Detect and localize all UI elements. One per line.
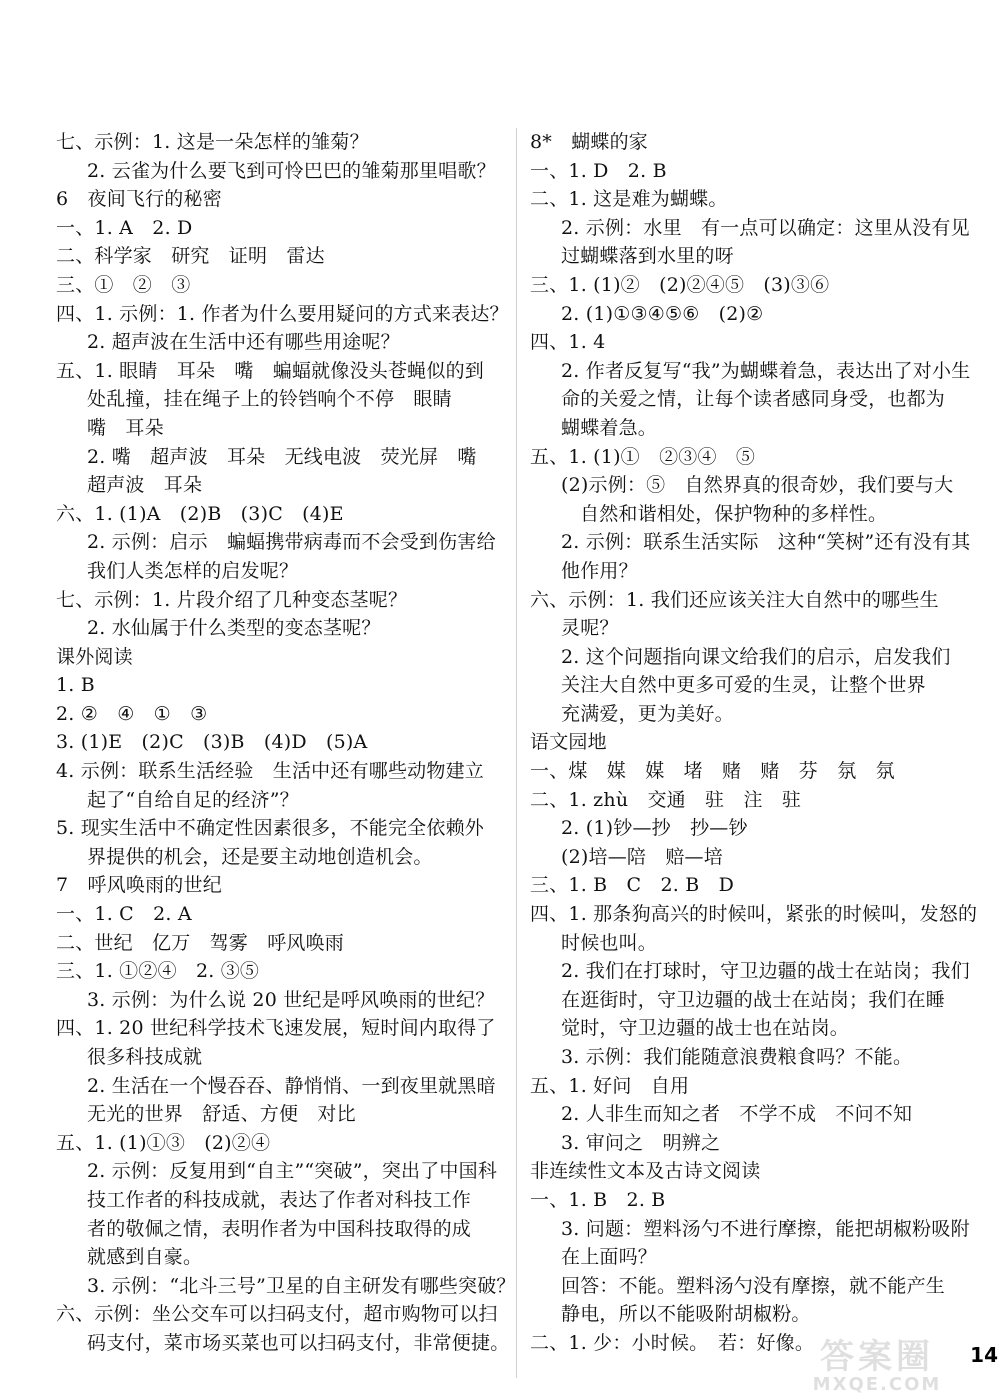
answer-line: 2. 嘴 超声波 耳朵 无线电波 荧光屏 嘴 (87, 445, 477, 468)
site-watermark (772, 1338, 982, 1396)
answer-line: 2. 示例：水里 有一点可以确定：这里从没有见 (561, 216, 970, 239)
answer-line: 2. 这个问题指向课文给我们的启示，启发我们 (561, 645, 951, 668)
answer-line: 六、示例：1. 我们还应该关注大自然中的哪些生 (530, 588, 939, 611)
answer-line: 2. 示例：反复用到“自主”“突破”，突出了中国科 (87, 1160, 498, 1183)
answer-line: 8* 蝴蝶的家 (530, 131, 648, 153)
column-divider (516, 128, 517, 1378)
answer-line: 2. 云雀为什么要飞到可怜巴巴的雏菊那里唱歌？ (87, 159, 496, 182)
answer-line: 时候也叫。 (561, 931, 658, 954)
answer-line: 四、1. 20 世纪科学技术飞速发展，短时间内取得了 (56, 1017, 496, 1040)
answer-line: 2. 作者反复写“我”为蝴蝶着急，表达出了对小生 (561, 359, 971, 382)
answer-line: 2. 示例：启示 蝙蝠携带病毒而不会受到伤害给 (87, 531, 496, 554)
answer-line: 2. 我们在打球时，守卫边疆的战士在站岗；我们 (561, 960, 970, 983)
answer-line: 2. 示例：联系生活实际 这种“笑树”还有没有其 (561, 531, 971, 554)
answer-line: 四、1. 示例：1. 作者为什么要用疑问的方式来表达？ (56, 302, 509, 325)
answer-line: 一、1. A 2. D (56, 216, 193, 239)
answer-line: 五、1. (1)① ②③④ ⑤ (530, 445, 756, 468)
answer-line: 一、1. D 2. B (530, 159, 667, 182)
watermark-logo-text: 答案圈 (820, 1337, 934, 1377)
answer-line: 2. 超声波在生活中还有哪些用途呢？ (87, 331, 400, 354)
answer-line: 3. 示例：我们能随意浪费粮食吗？不能。 (561, 1046, 913, 1068)
answer-line: 2. 人非生而知之者 不学不成 不问不知 (561, 1103, 913, 1126)
answer-line: 2. (1)钞—抄 抄—钞 (561, 817, 748, 840)
answer-line: 1. B (56, 674, 95, 697)
answer-line: 3. (1)E (2)C (3)B (4)D (5)A (56, 731, 368, 754)
answer-line: (2)示例：⑤ 自然界真的很奇妙，我们要与大 (561, 474, 954, 497)
watermark-url: MXQE.COM (812, 1374, 942, 1395)
answer-line: 很多科技成就 (87, 1046, 203, 1068)
answer-line: 技工作者的科技成就，表达了作者对科技工作 (87, 1188, 472, 1211)
answer-line: 非连续性文本及古诗文阅读 (530, 1160, 761, 1183)
answer-line: 码支付，菜市场买菜也可以扫码支付，非常便捷。 (87, 1331, 510, 1354)
answer-line: 3. 审问之 明辨之 (561, 1131, 721, 1154)
answer-line: 嘴 耳朵 (87, 416, 164, 439)
answer-line: 2. ② ④ ① ③ (56, 702, 208, 725)
answer-line: 五、1. 眼睛 耳朵 嘴 蝙蝠就像没头苍蝇似的到 (56, 359, 484, 382)
answer-line: 他作用？ (561, 559, 638, 582)
answer-line: 一、1. B 2. B (530, 1188, 666, 1211)
page-number: 14 (970, 1343, 998, 1367)
answer-line: 语文园地 (530, 731, 607, 754)
answer-line: 二、1. 这是难为蝴蝶。 (530, 188, 728, 211)
answer-line: 处乱撞，挂在绳子上的铃铛响个不停 眼睛 (87, 388, 452, 411)
answer-line: 3. 示例：为什么说 20 世纪是呼风唤雨的世纪？ (87, 988, 495, 1011)
answer-line: (2)培—陪 赔—培 (561, 845, 723, 868)
answer-line: 六、示例：坐公交车可以扫码支付，超市购物可以扫 (56, 1303, 498, 1326)
answer-line: 3. 示例：“北斗三号”卫星的自主研发有哪些突破？ (87, 1274, 516, 1297)
answer-line: 三、1. ①②④ 2. ③⑤ (56, 960, 260, 983)
answer-line: 起了“自给自足的经济”？ (87, 788, 299, 811)
answer-line: 二、1. zhù 交通 驻 注 驻 (530, 788, 802, 811)
answer-line: 蝴蝶着急。 (561, 416, 658, 439)
answer-line: 六、1. (1)A (2)B (3)C (4)E (56, 502, 344, 525)
answer-line: 五、1. 好问 自用 (530, 1074, 690, 1097)
answer-line: 一、1. C 2. A (56, 903, 192, 926)
answer-line: 命的关爱之情，让每个读者感同身受，也都为 (561, 388, 946, 411)
answer-line: 一、煤 媒 媒 堵 赌 赌 芬 氛 氛 (530, 760, 895, 783)
answer-line: 四、1. 4 (530, 331, 606, 354)
answer-line: 4. 示例：联系生活经验 生活中还有哪些动物建立 (56, 760, 484, 783)
answer-line: 五、1. (1)①③ (2)②④ (56, 1131, 271, 1154)
answer-line: 静电，所以不能吸附胡椒粉。 (561, 1303, 811, 1326)
answer-line: 七、示例：1. 这是一朵怎样的雏菊？ (56, 131, 369, 153)
answer-line: 课外阅读 (56, 645, 133, 668)
answer-line: 自然和谐相处，保护物种的多样性。 (580, 502, 888, 525)
answer-line: 者的敬佩之情，表明作者为中国科技取得的成 (87, 1217, 472, 1240)
answer-line: 四、1. 那条狗高兴的时候叫，紧张的时候叫，发怒的 (530, 903, 978, 926)
answer-line: 2. 水仙属于什么类型的变态茎呢？ (87, 617, 381, 640)
answer-line: 5. 现实生活中不确定性因素很多，不能完全依赖外 (56, 817, 484, 840)
answer-line: 6 夜间飞行的秘密 (56, 188, 222, 211)
answer-line: 界提供的机会，还是要主动地创造机会。 (87, 845, 433, 868)
answer-line: 二、科学家 研究 证明 雷达 (56, 245, 325, 268)
answer-line: 我们人类怎样的启发呢？ (87, 559, 299, 582)
answer-line: 觉时，守卫边疆的战士也在站岗。 (561, 1017, 850, 1040)
answer-line: 7 呼风唤雨的世纪 (56, 874, 222, 897)
answer-line: 过蝴蝶落到水里的呀 (561, 245, 734, 268)
answer-line: 二、世纪 亿万 驾雾 呼风唤雨 (56, 931, 345, 954)
answer-line: 三、1. (1)② (2)②④⑤ (3)③⑥ (530, 273, 830, 296)
answer-line: 2. (1)①③④⑤⑥ (2)② (561, 302, 764, 325)
answer-line: 三、① ② ③ (56, 273, 191, 296)
answer-line: 关注大自然中更多可爱的生灵，让整个世界 (561, 674, 926, 697)
answer-line: 二、1. 少：小时候。 若：好像。 (530, 1331, 815, 1354)
left-answer-column (56, 128, 516, 1358)
answer-line: 七、示例：1. 片段介绍了几种变态茎呢？ (56, 588, 408, 611)
answer-line: 超声波 耳朵 (87, 474, 203, 497)
right-answer-column (530, 128, 978, 1358)
answer-line: 三、1. B C 2. B D (530, 874, 735, 897)
answer-line: 灵呢？ (561, 617, 619, 640)
answer-line: 3. 问题：塑料汤勺不进行摩擦，能把胡椒粉吸附 (561, 1217, 970, 1240)
answer-line: 充满爱，更为美好。 (561, 702, 734, 725)
answer-line: 在逛街时，守卫边疆的战士在站岗；我们在睡 (561, 988, 946, 1011)
answer-line: 就感到自豪。 (87, 1246, 203, 1269)
answer-line: 无光的世界 舒适、方便 对比 (87, 1103, 356, 1126)
answer-line: 2. 生活在一个慢吞吞、静悄悄、一到夜里就黑暗 (87, 1074, 496, 1097)
answer-line: 在上面吗？ (561, 1246, 658, 1269)
answer-line: 回答：不能。塑料汤勺没有摩擦，就不能产生 (561, 1274, 946, 1297)
